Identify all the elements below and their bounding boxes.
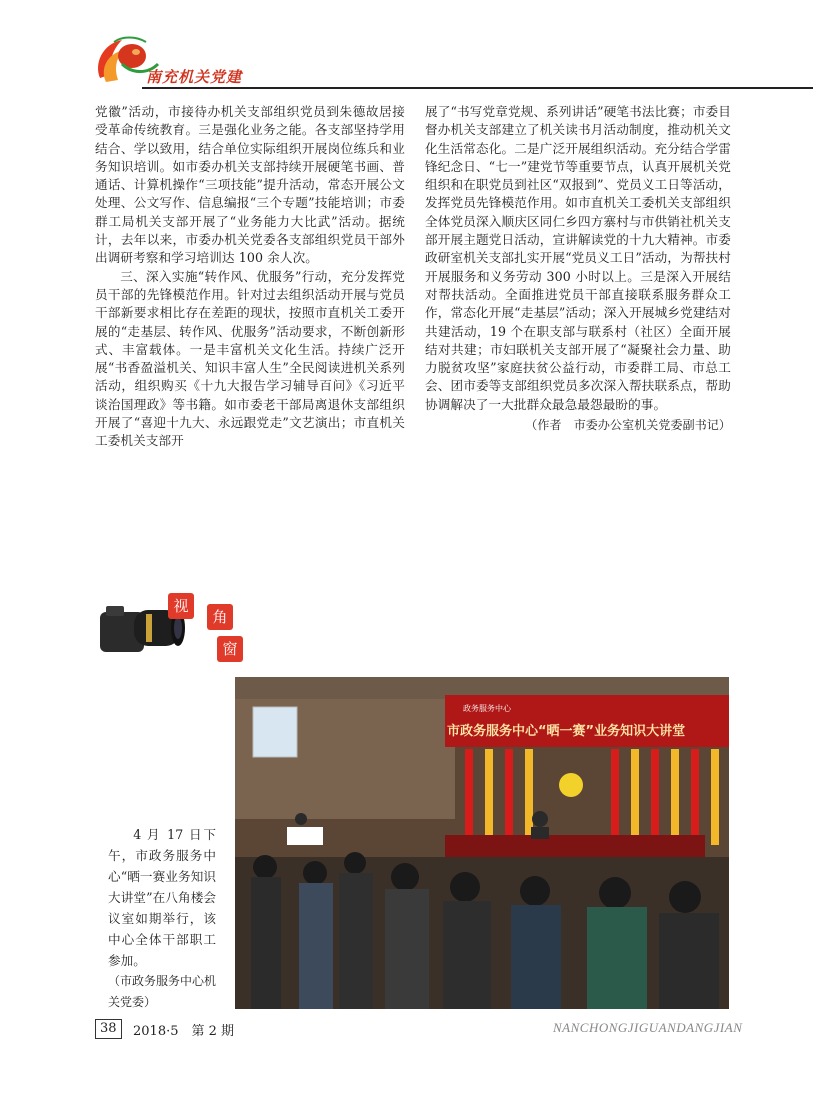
article-paragraph: 三、深入实施“转作风、优服务”行动，充分发挥党员干部的先锋模范作用。针对过去组织活动开展与党员干部新要求相比存在差距的现状，按照市直机关工委开展的“走基层、转作风、优服务”活动要求，不断创新形式、丰富载体。一是丰富机关文化生活。持续广泛开展“书香盈溢机关、知识丰富人生”全民阅读进机关系列活动，组织购买《十九大报告学习辅导百问》《习近平谈治国理政》等书籍。如市委老干部局离退休支部组织开展了“喜迎十九大、永远跟党走”文艺演出；市直机关工委机关支部开 — [95, 268, 405, 449]
journal-name-footer: NANCHONGJIGUANDANGJIAN — [553, 1020, 743, 1035]
article-paragraph: 党徽”活动，市接待办机关支部组织党员到朱德故居接受革命传统教育。三是强化业务之能。各支部坚持学用结合、学以致用，结合单位实际组织开展岗位练兵和业务知识培训。如市委办机关支部持续开展硬笔书画、普通话、计算机操作“三项技能”提升活动，常态开展公文处理、公文写作、信息编报“三个专题”技能培训；市委群工局机关支部开展了“业务能力大比武”活动。据统计，去年以来，市委办机关党委各支部组织党员干部外出调研考察和学习培训达 100 余人次。 — [95, 104, 405, 266]
page-number: 38 — [95, 1019, 122, 1039]
caption-text: 4 月 17 日下午，市政务服务中心“晒一赛业务知识大讲堂”在八角楼会议室如期举行，该中心全体干部职工参加。 — [108, 827, 216, 968]
photo-caption — [108, 824, 216, 1013]
banner-text: 市政务服务中心“晒一赛”业务知识大讲堂 — [447, 724, 686, 739]
event-photo — [235, 677, 729, 1009]
article-right-column — [425, 103, 731, 434]
author-credit: （作者 市委办公室机关党委副书记） — [525, 418, 731, 433]
caption-credit: （市政务服务中心机关党委） — [108, 974, 217, 1009]
article-left-column — [95, 103, 405, 451]
section-tag: 角 — [207, 604, 233, 630]
article-paragraph: 展了“书写党章党规、系列讲话”硬笔书法比赛；市委目督办机关支部建立了机关读书月活动制度，推动机关文化生活常态化。二是广泛开展组织活动。充分结合学雷锋纪念日、“七一”建党节等重要节点，认真开展机关党组织和在职党员到社区“双报到”、党员义工日等活动，发挥党员先锋模范作用。如市直机关工委机关支部组织全体党员深入顺庆区同仁乡四方寨村与市供销社机关支部开展主题党日活动，宣讲解读党的十九大精神。市委政研室机关支部扎实开展“党员义工日”活动，为帮扶村开展服务和义务劳动 300 小时以上。三是深入开展结对帮扶活动。全面推进党员干部直接联系服务群众工作，常态化开展“走基层”活动；深入开展城乡党建结对共建活动，19 个在职支部与联系村（社区）全面开展结对共建；市妇联机关支部开展了“凝聚社会力量、助力脱贫攻坚”家庭扶贫公益行动，市委群工局、市总工会、团市委等支部组织党员多次深入帮扶联系点，帮助协调解决了一大批群众最急最怨最盼的事。 — [425, 104, 731, 412]
issue-label: 2018·5 第 2 期 — [133, 1024, 235, 1039]
section-tag: 视 — [168, 593, 194, 619]
section-tag: 窗 — [217, 636, 243, 662]
banner-small-text: 政务服务中心 — [463, 704, 511, 713]
header-rule — [142, 87, 813, 89]
journal-title: 南充机关党建 — [146, 68, 243, 86]
